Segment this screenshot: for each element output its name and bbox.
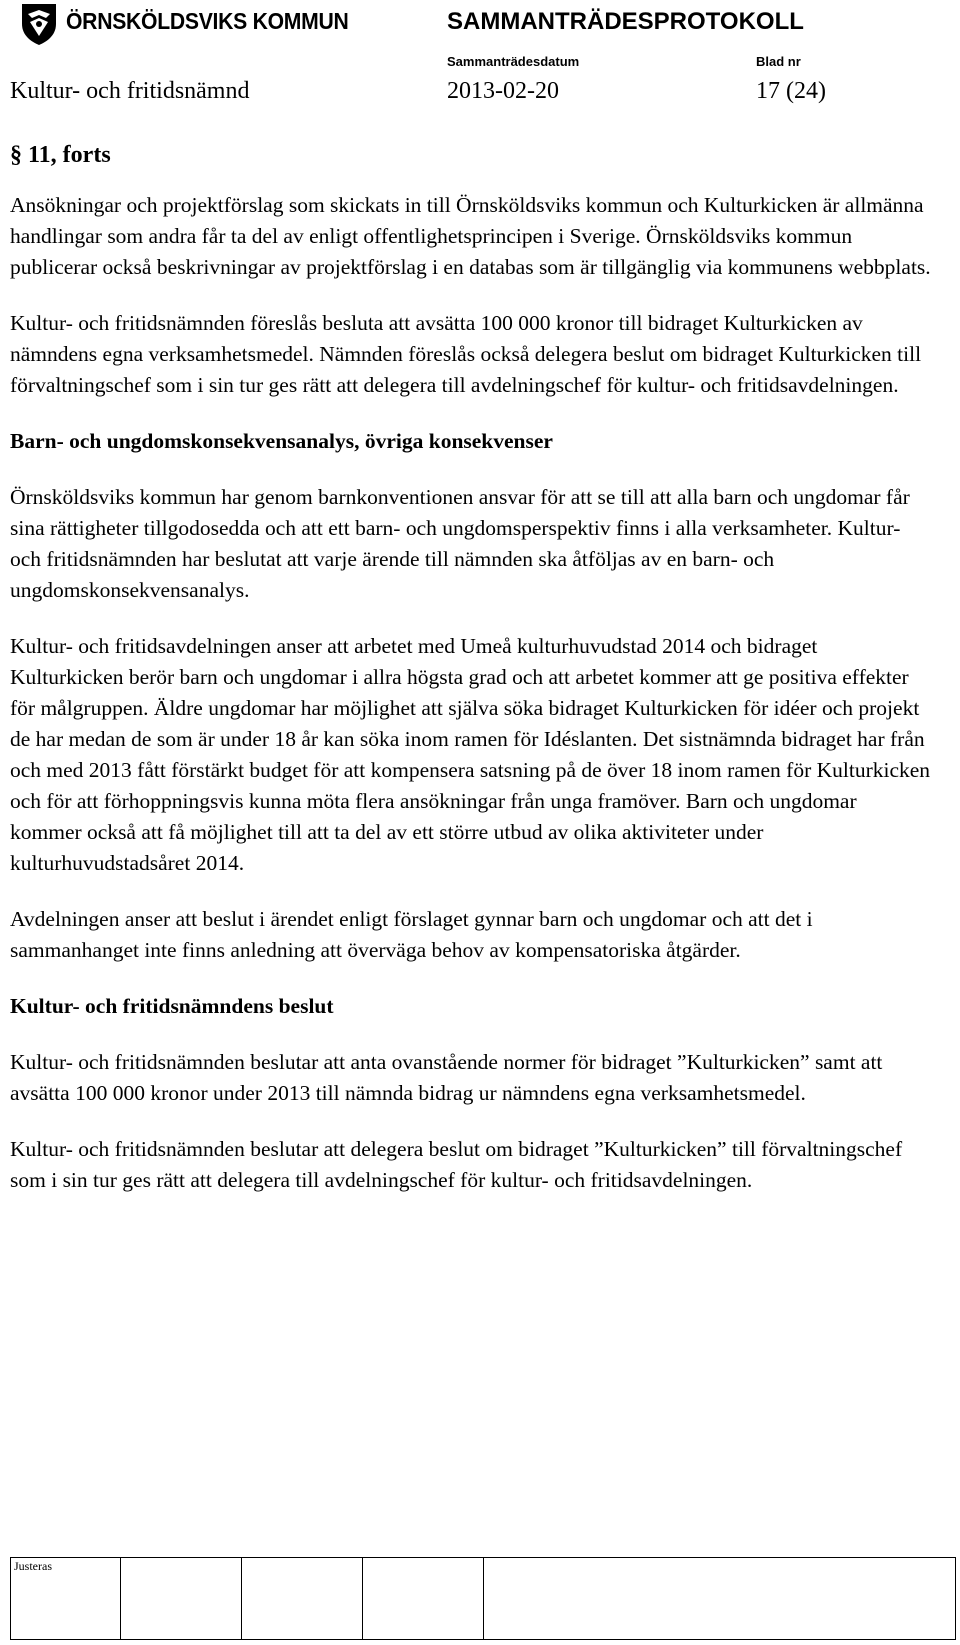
paragraph-child-convention: Örnsköldsviks kommun har genom barnkonventionen ansvar för att se till att alla barn och ungdomar får sina rättigheter tillgodosedda och att ett barn- och ungdomsperspektiv finns i alla verksamheter. Kultur- och fritidsnämnden har beslutat att varje ärende till nämnden ska åtföljas av en barn- och ungdomskonsekvensanalys. — [10, 485, 910, 602]
paragraph-public-documents: Ansökningar och projektförslag som skickats in till Örnsköldsviks kommun och Kulturkicken är allmänna handlingar som andra får ta del av enligt offentlighetsprincipen i Sverige. Örnsköldsviks kommun publicerar också beskrivningar av projektförslag i en databas som är tillgänglig via kommunens webbplats. — [10, 193, 931, 279]
signature-cell-divider — [241, 1557, 242, 1639]
committee-name: Kultur- och fritidsnämnd — [10, 78, 250, 104]
justeras-label: Justeras — [14, 1559, 52, 1573]
signature-cell-divider — [483, 1557, 484, 1639]
paragraph-assessment: Avdelningen anser att beslut i ärendet enligt förslaget gynnar barn och ungdomar och att det i sammanhanget inte finns anledning att överväga behov av kompensatoriska åtgärder. — [10, 907, 813, 962]
meeting-date-label: Sammanträdesdatum — [447, 54, 580, 69]
section-heading: § 11, forts — [10, 142, 111, 168]
paragraph-culture-capital: Kultur- och fritidsavdelningen anser att arbetet med Umeå kulturhuvudstad 2014 och bidraget Kulturkicken berör barn och ungdomar i allra högsta grad och att arbetet kommer att ge positiva effekter för målgruppen. Äldre ungdomar har möjlighet att själva söka bidraget Kulturkicken för idéer och projekt de har medan de som är under 18 år kan söka inom ramen för Idéslanten. Det sistnämnda bidraget har från och med 2013 fått förstärkt budget för att kompensera satsning på de över 18 inom ramen för Kulturkicken och för att förhoppningsvis kunna möta flera ansökningar från unga framöver. Barn och ungdomar kommer också att få möjlighet till att ta del av ett större utbud av olika aktiviteter under kulturhuvudstadsåret 2014. — [10, 634, 931, 875]
signature-cell-divider — [120, 1557, 121, 1639]
paragraph-proposal: Kultur- och fritidsnämnden föreslås besluta att avsätta 100 000 kronor till bidraget Kulturkicken av nämndens egna verksamhetsmedel. Nämnden föreslås också delegera beslut om bidraget Kulturkicken till förvaltningschef som i sin tur ges rätt att delegera till avdelningschef för kultur- och fritidsavdelningen. — [10, 311, 922, 397]
meeting-date: 2013-02-20 — [447, 78, 559, 104]
paragraph-decision-delegation: Kultur- och fritidsnämnden beslutar att delegera beslut om bidraget ”Kulturkicken” till förvaltningschef som i sin tur ges rätt att delegera till avdelningschef för kultur- och fritidsavdelningen. — [10, 1137, 903, 1192]
org-name: ÖRNSKÖLDSVIKS KOMMUN — [66, 8, 349, 34]
page-number: 17 (24) — [756, 78, 826, 104]
document-header — [0, 0, 960, 120]
heading-decision: Kultur- och fritidsnämndens beslut — [10, 994, 334, 1018]
municipal-crest-icon — [20, 2, 58, 46]
heading-impact-analysis: Barn- och ungdomskonsekvensanalys, övriga konsekvenser — [10, 429, 553, 453]
document-type: SAMMANTRÄDESPROTOKOLL — [447, 8, 804, 35]
page-number-label: Blad nr — [756, 54, 801, 69]
signature-cell-divider — [362, 1557, 363, 1639]
paragraph-decision-budget: Kultur- och fritidsnämnden beslutar att anta ovanstående normer för bidraget ”Kulturkicken” samt att avsätta 100 000 kronor under 2013 till nämnda bidrag ur nämndens egna verksamhetsmedel. — [10, 1050, 883, 1105]
document-body — [10, 190, 932, 1221]
